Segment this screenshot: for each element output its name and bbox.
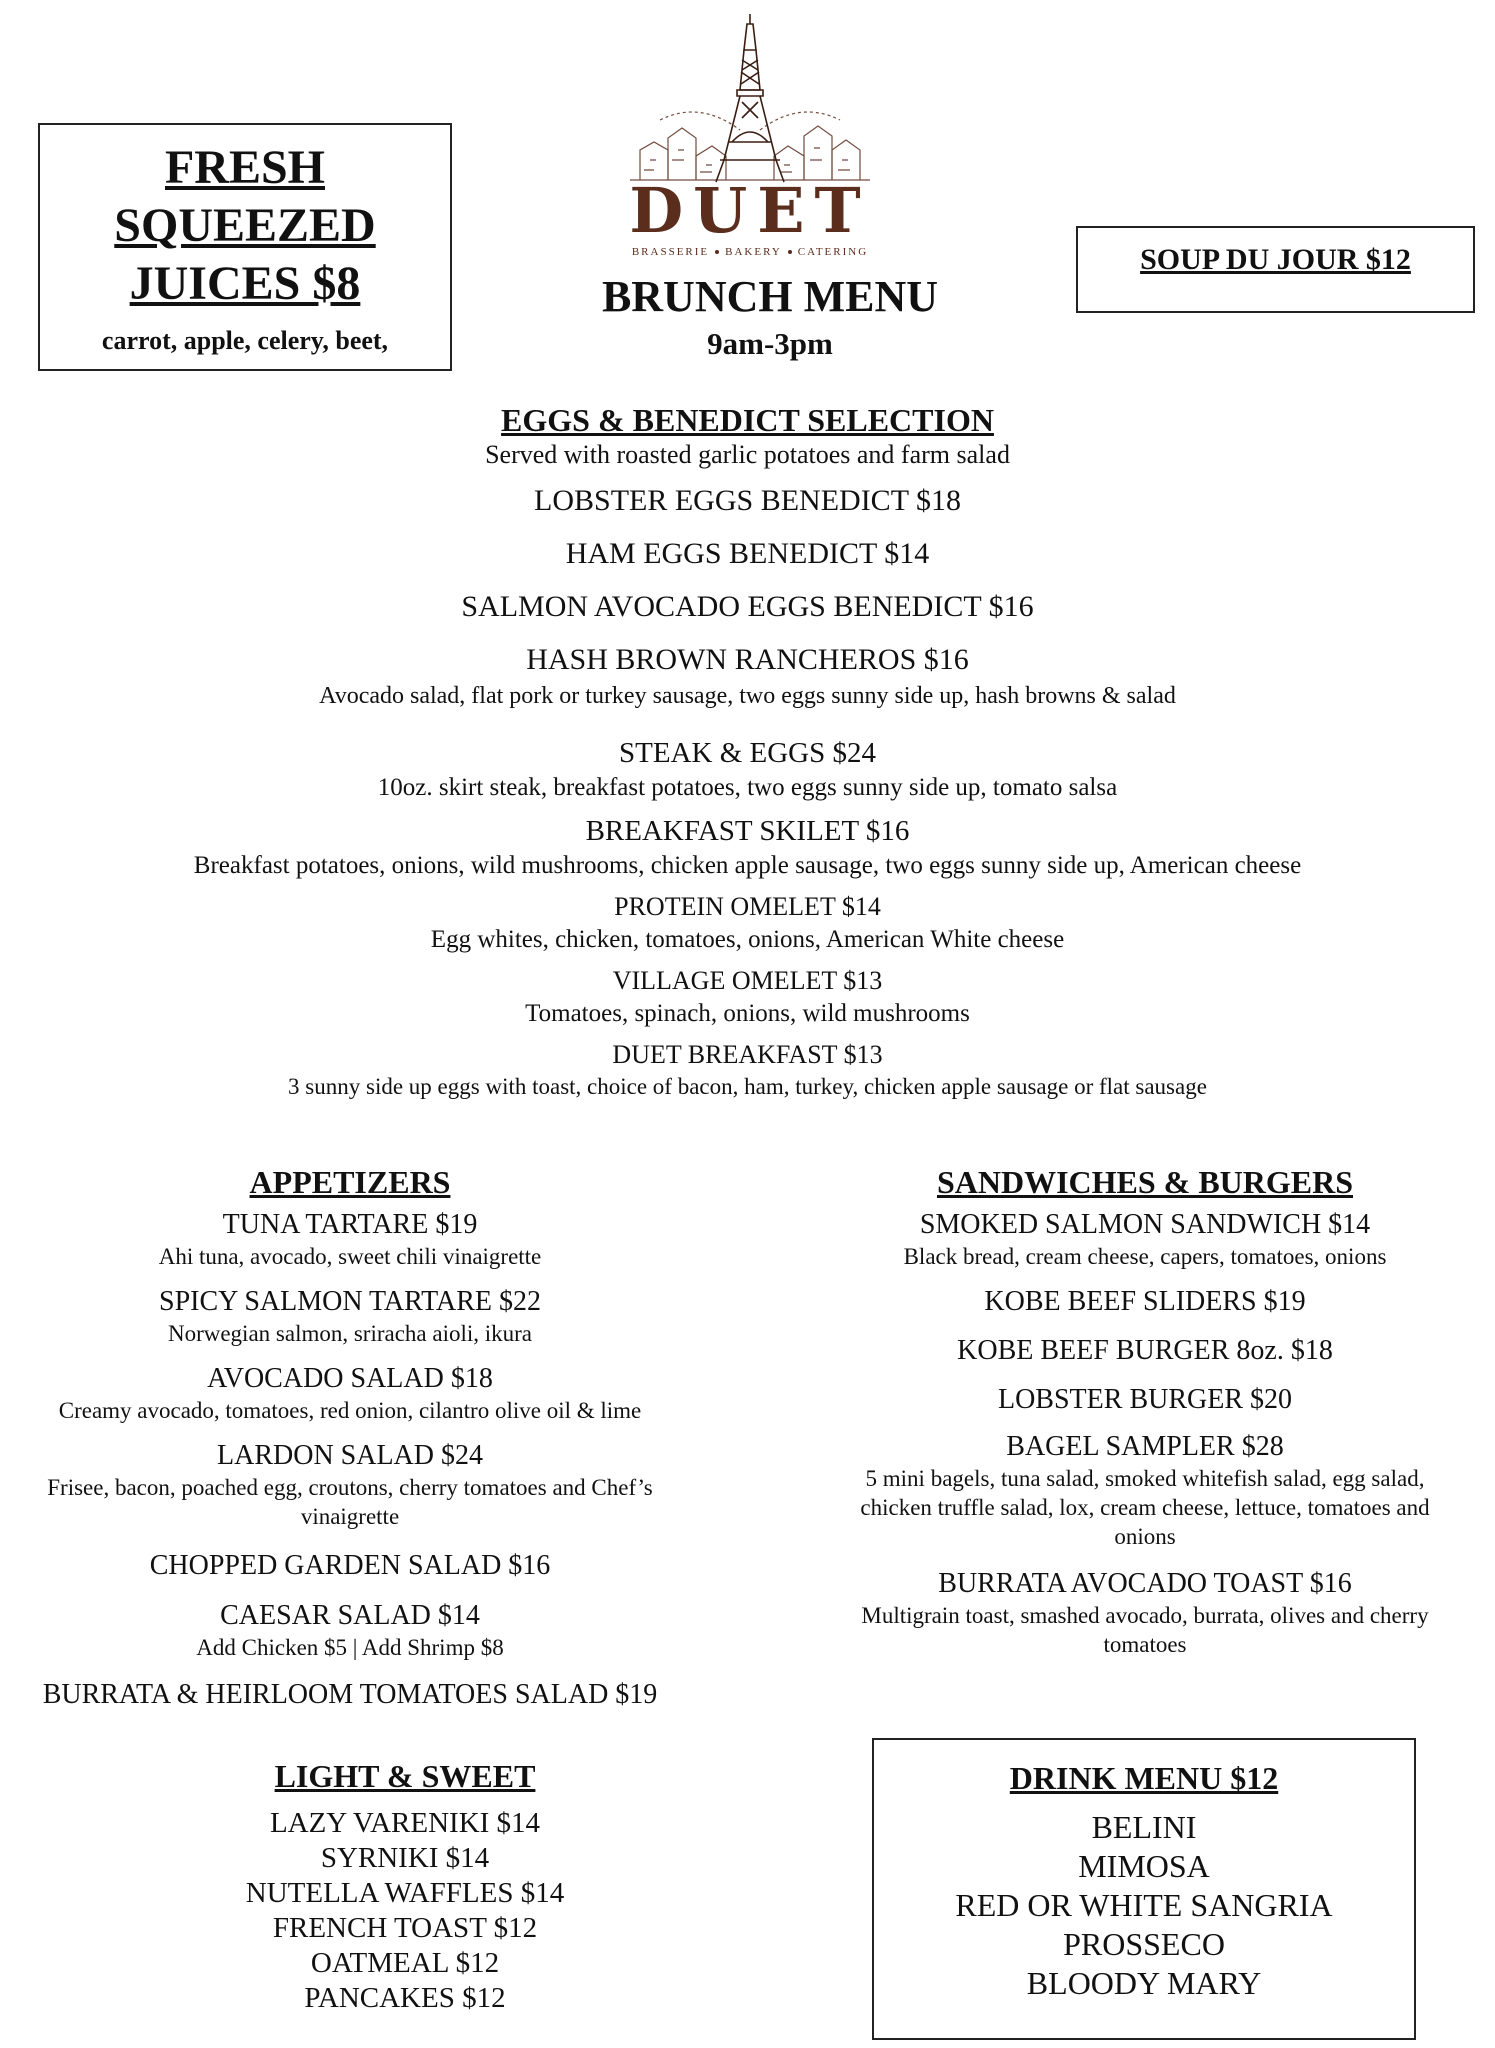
sandwich-desc: Multigrain toast, smashed avocado, burrata, olives and cherry tomatoes — [861, 1603, 1429, 1657]
light-sweet-item: NUTELLA WAFFLES $14 — [245, 1877, 565, 1909]
drink-item: BELINI — [1091, 1809, 1197, 1845]
hours: 9am-3pm — [707, 326, 833, 361]
sandwich-desc: 5 mini bagels, tuna salad, smoked whitefish salad, egg salad, chicken truffle salad, lox, cream cheese, lettuce, tomatoes and onions — [860, 1466, 1430, 1549]
appetizer-name: CAESAR SALAD $14 — [220, 1600, 480, 1631]
light-sweet-item: FRENCH TOAST $12 — [272, 1912, 538, 1944]
tagline-catering: CATERING — [797, 246, 869, 258]
drink-item: RED OR WHITE SANGRIA — [955, 1887, 1333, 1923]
eggs-item-name: PROTEIN OMELET $14 — [614, 892, 881, 921]
light-sweet-item: SYRNIKI $14 — [320, 1842, 490, 1874]
appetizer-desc: Creamy avocado, tomatoes, red onion, cilantro olive oil & lime — [58, 1398, 642, 1423]
sandwich-name: BAGEL SAMPLER $28 — [1006, 1431, 1284, 1462]
page-title: BRUNCH MENU — [601, 272, 939, 321]
eggs-item-name: STEAK & EGGS $24 — [619, 737, 876, 769]
eggs-item-name: SALMON AVOCADO EGGS BENEDICT $16 — [461, 590, 1034, 623]
juice-title-line-3: JUICES $8 — [129, 257, 361, 310]
soup-label: SOUP DU JOUR $12 — [1140, 243, 1411, 276]
appetizer-name: BURRATA & HEIRLOOM TOMATOES SALAD $19 — [42, 1679, 658, 1710]
tagline-dot-icon — [715, 250, 719, 254]
juice-desc: carrot, apple, celery, beet, — [101, 326, 389, 355]
eiffel-tower-illustration — [620, 10, 880, 190]
juice-title-line-1: FRESH — [164, 141, 326, 194]
sandwich-name: LOBSTER BURGER $20 — [997, 1384, 1293, 1415]
appetizer-name: LARDON SALAD $24 — [217, 1440, 483, 1471]
appetizer-desc: Frisee, bacon, poached egg, croutons, cherry tomatoes and Chef’s vinaigrette — [47, 1475, 653, 1529]
eggs-item-name: HASH BROWN RANCHEROS $16 — [526, 643, 969, 676]
appetizers-section — [0, 1162, 700, 1712]
sandwich-name: KOBE BEEF BURGER 8oz. $18 — [957, 1335, 1333, 1366]
eggs-item-name: HAM EGGS BENEDICT $14 — [565, 537, 930, 570]
sandwich-name: BURRATA AVOCADO TOAST $16 — [938, 1568, 1352, 1599]
light-sweet-item: PANCAKES $12 — [304, 1982, 506, 2014]
appetizer-name: TUNA TARTARE $19 — [222, 1209, 478, 1240]
eggs-item-desc: Breakfast potatoes, onions, wild mushrooms, chicken apple sausage, two eggs sunny side up, American cheese — [193, 852, 1302, 879]
sandwiches-section — [830, 1162, 1460, 1659]
juice-title-line-2: SQUEEZED — [114, 199, 376, 252]
eggs-subheading: Served with roasted garlic potatoes and farm salad — [485, 440, 1010, 469]
appetizer-desc: Add Chicken $5 | Add Shrimp $8 — [196, 1635, 504, 1660]
light-sweet-item: OATMEAL $12 — [310, 1947, 500, 1979]
light-sweet-section — [130, 1756, 680, 2016]
appetizer-desc: Norwegian salmon, sriracha aioli, ikura — [167, 1321, 533, 1346]
drink-heading: DRINK MENU $12 — [1009, 1760, 1279, 1796]
appetizers-heading: APPETIZERS — [249, 1164, 451, 1200]
light-sweet-heading: LIGHT & SWEET — [274, 1758, 536, 1794]
drink-item: PROSSECO — [1063, 1926, 1225, 1962]
sandwich-name: KOBE BEEF SLIDERS $19 — [984, 1286, 1306, 1317]
tagline-dot-icon — [788, 250, 792, 254]
drink-item: MIMOSA — [1078, 1848, 1210, 1884]
light-sweet-item: LAZY VARENIKI $14 — [269, 1807, 541, 1839]
eggs-item-name: VILLAGE OMELET $13 — [612, 966, 883, 995]
eggs-section — [0, 401, 1495, 1102]
soup-box — [1076, 226, 1475, 313]
appetizer-name: AVOCADO SALAD $18 — [207, 1363, 493, 1394]
drink-box — [872, 1738, 1416, 2040]
juice-box — [38, 123, 452, 371]
eggs-item-name: DUET BREAKFAST $13 — [612, 1040, 883, 1069]
eggs-item-name: BREAKFAST SKILET $16 — [585, 815, 910, 847]
sandwich-desc: Black bread, cream cheese, capers, tomatoes, onions — [903, 1244, 1387, 1269]
eggs-item-name: LOBSTER EGGS BENEDICT $18 — [534, 484, 961, 517]
eggs-item-desc: Avocado salad, flat pork or turkey sausage, two eggs sunny side up, hash browns & salad — [319, 683, 1176, 709]
drink-item: BLOODY MARY — [1026, 1965, 1262, 2001]
eggs-item-desc: Egg whites, chicken, tomatoes, onions, American White cheese — [430, 926, 1065, 953]
eggs-heading: EGGS & BENEDICT SELECTION — [501, 402, 994, 438]
tagline-bakery: BAKERY — [725, 246, 782, 258]
tagline-brasserie: BRASSERIE — [631, 246, 710, 258]
appetizer-name: CHOPPED GARDEN SALAD $16 — [149, 1550, 551, 1581]
appetizer-name: SPICY SALMON TARTARE $22 — [159, 1286, 541, 1317]
eggs-item-desc: 3 sunny side up eggs with toast, choice of bacon, ham, turkey, chicken apple sausage or flat sausage — [288, 1074, 1207, 1099]
eggs-item-desc: 10oz. skirt steak, breakfast potatoes, two eggs sunny side up, tomato salsa — [377, 774, 1118, 801]
appetizer-desc: Ahi tuna, avocado, sweet chili vinaigrette — [158, 1244, 542, 1269]
sandwiches-heading: SANDWICHES & BURGERS — [936, 1164, 1354, 1200]
eggs-item-desc: Tomatoes, spinach, onions, wild mushrooms — [525, 1000, 970, 1027]
sandwich-name: SMOKED SALMON SANDWICH $14 — [919, 1209, 1371, 1240]
logo-wordmark: DUET — [629, 174, 871, 247]
duet-logo — [620, 10, 880, 258]
logo-tagline — [620, 246, 880, 258]
